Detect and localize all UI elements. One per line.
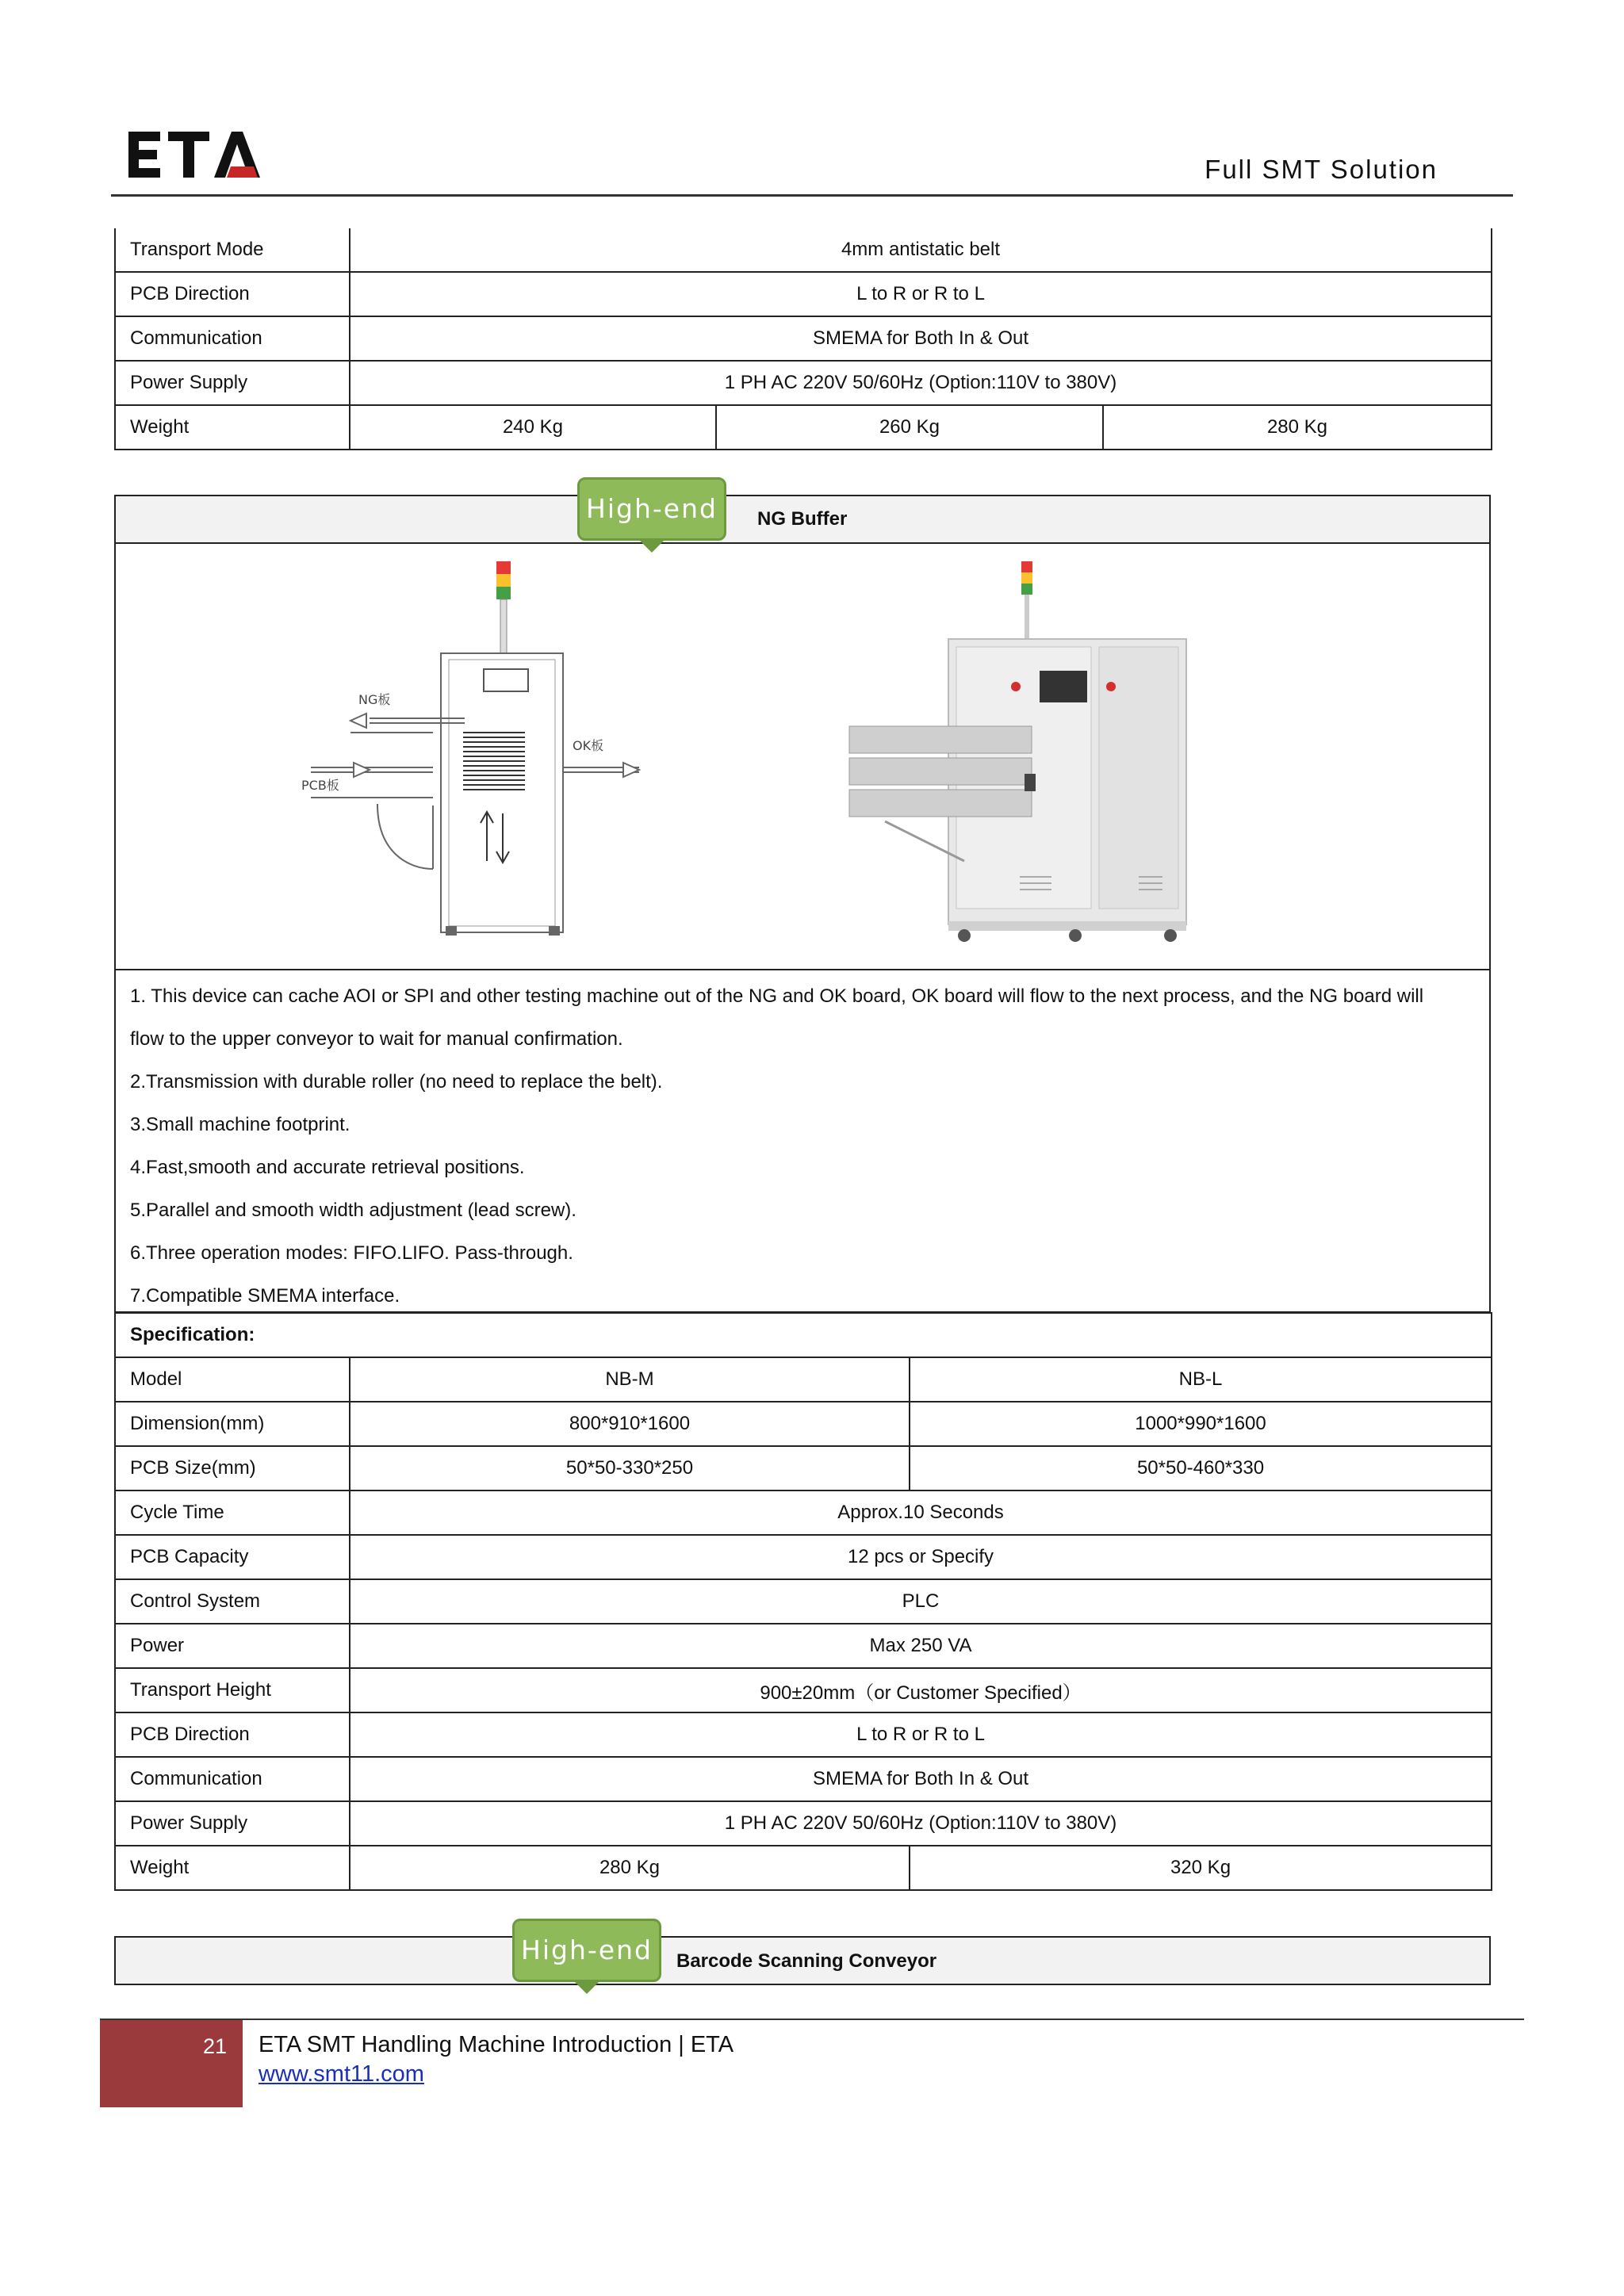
ng-buffer-spec-table	[114, 1312, 1492, 1891]
footer-website-link[interactable]: www.smt11.com	[259, 2061, 424, 2087]
feature-item: 7.Compatible SMEMA interface.	[130, 1285, 400, 1307]
feature-item: 3.Small machine footprint.	[130, 1114, 350, 1135]
feature-item: 6.Three operation modes: FIFO.LIFO. Pass-through.	[130, 1242, 573, 1264]
spec-label: Communication	[115, 316, 350, 361]
footer-title: ETA SMT Handling Machine Introduction | ETA	[259, 2032, 734, 2057]
spec-value: 1 PH AC 220V 50/60Hz (Option:110V to 380V)	[350, 1801, 1492, 1846]
feature-item: 4.Fast,smooth and accurate retrieval positions.	[130, 1157, 525, 1178]
table-row	[115, 1757, 1492, 1801]
table-row	[115, 1579, 1492, 1624]
spec-value: PLC	[350, 1579, 1492, 1624]
header-divider	[111, 194, 1513, 197]
spec-label: PCB Direction	[115, 272, 350, 316]
spec-heading: Specification:	[115, 1313, 1492, 1357]
spec-value: SMEMA for Both In & Out	[350, 1757, 1492, 1801]
spec-value: 280 Kg	[1103, 405, 1492, 450]
spec-value: 4mm antistatic belt	[350, 228, 1492, 272]
table-row	[115, 1313, 1492, 1357]
product-image-area	[116, 541, 1489, 970]
feature-item: flow to the upper conveyor to wait for manual confirmation.	[130, 1028, 623, 1050]
footer-divider	[100, 2019, 1524, 2020]
spec-label: Power Supply	[115, 1801, 350, 1846]
spec-label: Communication	[115, 1757, 350, 1801]
ng-buffer-block	[114, 541, 1491, 1313]
spec-value: 1000*990*1600	[910, 1402, 1492, 1446]
high-end-badge: High-end	[577, 477, 726, 541]
ok-board-label: OK板	[573, 738, 604, 753]
spec-value: 50*50-460*330	[910, 1446, 1492, 1490]
spec-label: PCB Direction	[115, 1712, 350, 1757]
spec-value: 800*910*1600	[350, 1402, 910, 1446]
table-row	[115, 1357, 1492, 1402]
header-tagline: Full SMT Solution	[1205, 155, 1438, 184]
spec-value: Approx.10 Seconds	[350, 1490, 1492, 1535]
spec-label: Cycle Time	[115, 1490, 350, 1535]
spec-value: 12 pcs or Specify	[350, 1535, 1492, 1579]
page-number-block	[100, 2020, 243, 2107]
feature-item: 2.Transmission with durable roller (no need to replace the belt).	[130, 1071, 663, 1093]
feature-item: 1. This device can cache AOI or SPI and other testing machine out of the NG and OK board, OK board will flow to the next process, and the NG board will	[130, 985, 1424, 1007]
ng-buffer-title: NG Buffer	[757, 508, 848, 530]
spec-value: L to R or R to L	[350, 272, 1492, 316]
spec-value: 320 Kg	[910, 1846, 1492, 1890]
table-row	[115, 1446, 1492, 1490]
spec-value: NB-L	[910, 1357, 1492, 1402]
feature-list	[130, 975, 1475, 1318]
spec-value: 1 PH AC 220V 50/60Hz (Option:110V to 380V)	[350, 361, 1492, 405]
spec-value: 280 Kg	[350, 1846, 910, 1890]
spec-label: Weight	[115, 1846, 350, 1890]
spec-value: 900±20mm（or Customer Specified）	[350, 1668, 1492, 1712]
spec-label: Weight	[115, 405, 350, 450]
high-end-badge: High-end	[512, 1919, 661, 1982]
table-row	[115, 228, 1492, 272]
spec-label: Model	[115, 1357, 350, 1402]
spec-value: Max 250 VA	[350, 1624, 1492, 1668]
spec-value: L to R or R to L	[350, 1712, 1492, 1757]
ng-board-label: NG板	[358, 692, 391, 707]
spec-label: PCB Capacity	[115, 1535, 350, 1579]
feature-item: 5.Parallel and smooth width adjustment (lead screw).	[130, 1200, 576, 1221]
ng-buffer-machine-photo	[837, 560, 1266, 956]
spec-label: Transport Height	[115, 1668, 350, 1712]
table-row	[115, 1624, 1492, 1668]
spec-value: NB-M	[350, 1357, 910, 1402]
previous-spec-table	[114, 228, 1492, 450]
spec-label: Power Supply	[115, 361, 350, 405]
spec-value: 260 Kg	[716, 405, 1103, 450]
table-row	[115, 1846, 1492, 1890]
spec-value: SMEMA for Both In & Out	[350, 316, 1492, 361]
spec-value: 50*50-330*250	[350, 1446, 910, 1490]
table-row	[115, 1535, 1492, 1579]
spec-label: PCB Size(mm)	[115, 1446, 350, 1490]
spec-value: 240 Kg	[350, 405, 716, 450]
table-row	[115, 1402, 1492, 1446]
table-row	[115, 361, 1492, 405]
spec-label: Control System	[115, 1579, 350, 1624]
table-row	[115, 1490, 1492, 1535]
table-row	[115, 316, 1492, 361]
table-row	[115, 272, 1492, 316]
spec-label: Dimension(mm)	[115, 1402, 350, 1446]
pcb-board-label: PCB板	[301, 778, 339, 793]
barcode-section-title: Barcode Scanning Conveyor	[676, 1950, 937, 1972]
spec-label: Transport Mode	[115, 228, 350, 272]
table-row	[115, 1801, 1492, 1846]
spec-label: Power	[115, 1624, 350, 1668]
table-row	[115, 405, 1492, 450]
table-row	[115, 1668, 1492, 1712]
ng-buffer-schematic	[301, 560, 893, 956]
table-row	[115, 1712, 1492, 1757]
eta-logo	[127, 127, 270, 182]
page-number: 21	[202, 2034, 227, 2058]
